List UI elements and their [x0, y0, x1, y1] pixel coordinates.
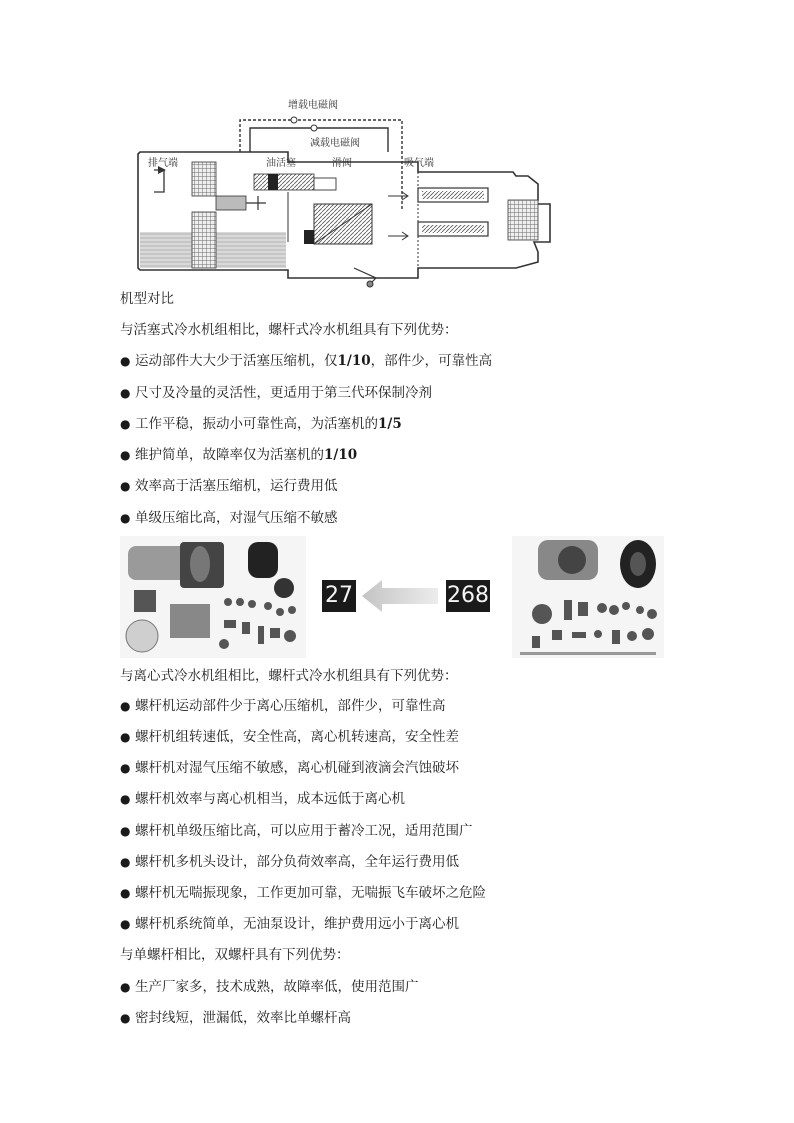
section2-item: ● 螺杆机组转速低，安全性高，离心机转速高，安全性差 [120, 729, 459, 745]
section3-item: ● 生产厂家多，技术成熟，故障率低，使用范围广 [120, 979, 419, 995]
bullet-icon: ● [120, 917, 131, 931]
screw-part-count: 27 [322, 580, 356, 612]
bullet-icon: ● [120, 855, 131, 869]
section2-item: ● 螺杆机系统简单，无油泵设计，维护费用远小于离心机 [120, 916, 459, 932]
bullet-icon: ● [120, 448, 131, 462]
label-load-valve: 增载电磁阀 [288, 100, 338, 111]
section2-intro: 与离心式冷水机组相比，螺杆式冷水机组具有下列优势： [120, 668, 458, 684]
section3-item: ● 密封线短，泄漏低，效率比单螺杆高 [120, 1010, 351, 1026]
section2-item: ● 螺杆机运动部件少于离心压缩机，部件少，可靠性高 [120, 698, 446, 714]
bullet-icon: ● [120, 761, 131, 775]
compressor-diagram [118, 92, 564, 290]
bullet-icon: ● [120, 824, 131, 838]
bullet-icon: ● [120, 792, 131, 806]
section-heading: 机型对比 [120, 291, 174, 307]
label-piston: 油活塞 [266, 158, 296, 169]
label-discharge: 排气端 [148, 158, 178, 169]
compressor-diagram-drawing [118, 92, 564, 290]
bullet-icon: ● [120, 417, 131, 431]
bullet-icon: ● [120, 699, 131, 713]
section2-item: ● 螺杆机效率与离心机相当，成本远低于离心机 [120, 791, 405, 807]
bullet-icon: ● [120, 886, 131, 900]
label-unload-valve: 减载电磁阀 [310, 138, 360, 149]
section1-item: ● 单级压缩比高，对湿气压缩不敏感 [120, 510, 338, 526]
piston-compressor-parts-photo [512, 536, 664, 658]
arrow-left-icon [362, 578, 438, 614]
section1-item: ● 运动部件大大少于活塞压缩机，仅1/10，部件少，可靠性高 [120, 353, 493, 369]
piston-part-count: 268 [446, 580, 490, 612]
bullet-icon: ● [120, 511, 131, 525]
section1-item: ● 尺寸及冷量的灵活性，更适用于第三代环保制冷剂 [120, 385, 432, 401]
section1-intro: 与活塞式冷水机组相比，螺杆式冷水机组具有下列优势： [120, 322, 458, 338]
section2-item: ● 螺杆机单级压缩比高，可以应用于蓄冷工况，适用范围广 [120, 823, 473, 839]
screw-compressor-parts-image [120, 536, 306, 658]
section1-item: ● 效率高于活塞压缩机，运行费用低 [120, 478, 338, 494]
label-suction: 吸气端 [404, 158, 434, 169]
section2-item: ● 螺杆机多机头设计，部分负荷效率高，全年运行费用低 [120, 854, 459, 870]
bullet-icon: ● [120, 386, 131, 400]
bullet-icon: ● [120, 354, 131, 368]
bullet-icon: ● [120, 479, 131, 493]
piston-compressor-parts-image [512, 536, 664, 658]
screw-compressor-parts-photo [120, 536, 306, 658]
section1-item: ● 维护简单，故障率仅为活塞机的1/10 [120, 447, 358, 463]
bullet-icon: ● [120, 980, 131, 994]
section2-item: ● 螺杆机对湿气压缩不敏感，离心机碰到液滴会汽蚀破坏 [120, 760, 459, 776]
label-slide-valve: 滑阀 [332, 158, 352, 169]
section1-item: ● 工作平稳，振动小可靠性高，为活塞机的1/5 [120, 416, 402, 432]
section3-intro: 与单螺杆相比，双螺杆具有下列优势： [120, 947, 350, 963]
bullet-icon: ● [120, 730, 131, 744]
bullet-icon: ● [120, 1011, 131, 1025]
section2-item: ● 螺杆机无喘振现象，工作更加可靠，无喘振飞车破坏之危险 [120, 885, 486, 901]
